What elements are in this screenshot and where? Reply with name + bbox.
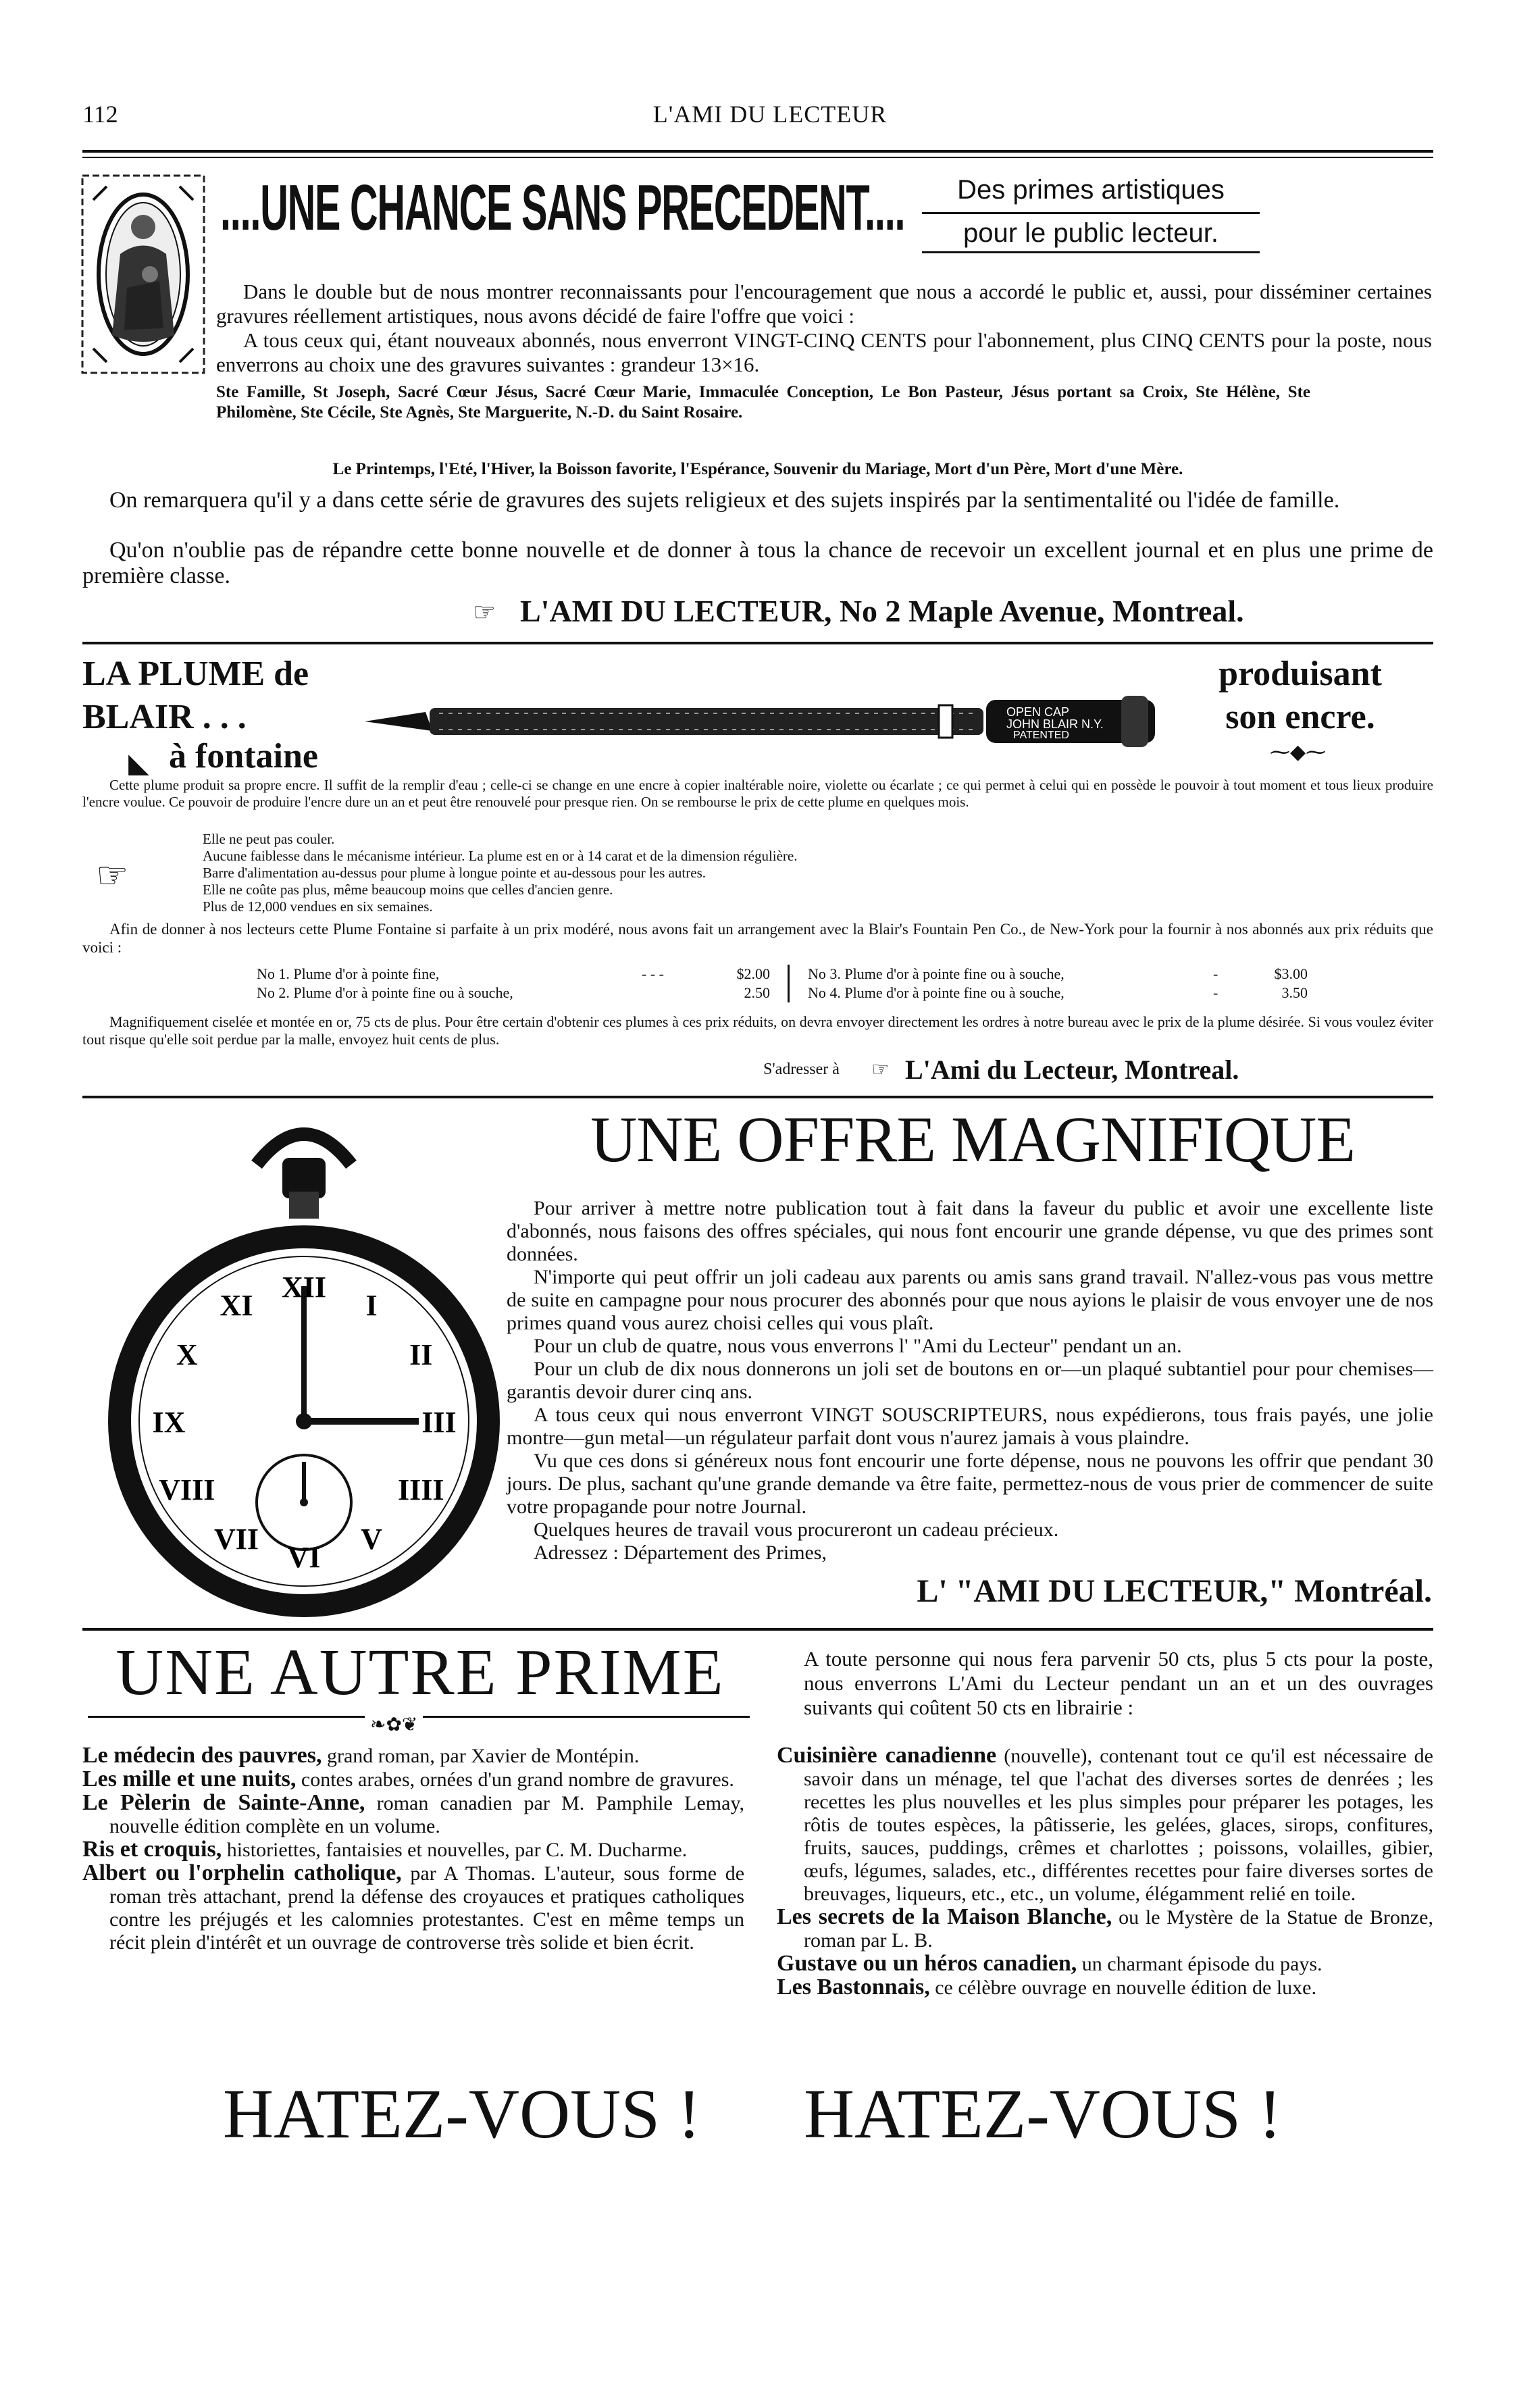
- watch-numeral: V: [361, 1523, 382, 1556]
- pen-barrel-text2: JOHN BLAIR N.Y.: [1006, 717, 1104, 731]
- item-desc: roman canadien par M. Pamphile Lemay, nouvelle édition complète en un volume.: [109, 1792, 744, 1837]
- list-item: [82, 1768, 744, 1791]
- pen-title-line2: BLAIR . . .: [82, 698, 247, 736]
- item-desc: un charmant épisode du pays.: [1081, 1953, 1323, 1975]
- item-desc: (nouvelle), contenant tout ce qu'il est nécessaire de savoir dans un ménage, tel que l'achat des diverses sortes de denrées ; les recettes les plus nouvelles et les plus simples pour préparer les potages, les rôtis de toutes espèces, la pâtisserie, les gelées, glaces, sirops, confitures, fruits, sauces, puddings, crêmes et charlottes ; poissons, volailles, gibier, œufs, légumes, salades, etc., différentes recettes pour faire diverses sortes de breuvages, liqueurs, etc., etc., un volume, élégamment relié en toile.: [804, 1745, 1433, 1905]
- list-item: [777, 1952, 1433, 1976]
- price-row: [808, 984, 1308, 1002]
- primes-rule-2: [922, 251, 1260, 253]
- item-title: Ris et croquis,: [82, 1837, 222, 1862]
- item-title: Les Bastonnais,: [777, 1975, 930, 2000]
- primes-rule-1: [922, 212, 1260, 214]
- watch-numeral: XII: [281, 1271, 327, 1304]
- list-item: [777, 1976, 1433, 2000]
- madonna-medallion-image: [80, 173, 207, 376]
- autre-right-list: [777, 1744, 1433, 2000]
- autre-title: UNE AUTRE PRIME: [116, 1636, 725, 1709]
- pen-features-list: [203, 831, 1432, 915]
- offre-paragraph: Pour un club de quatre, nous vous enverrons l' "Ami du Lecteur" pendant un an.: [534, 1335, 1182, 1357]
- pen-feature: Elle ne peut pas couler.: [203, 831, 335, 847]
- pointing-hand-icon: ☞: [871, 1059, 890, 1081]
- item-title: Les secrets de la Maison Blanche,: [777, 1904, 1112, 1929]
- pen-description: Cette plume produit sa propre encre. Il suffit de la remplir d'eau ; celle-ci se change en une encre à copier inaltérable noire, violette ou écarlate ; ce qui permet à celui qui en possède le pouvoir à tout moment et tous lieux produire l'encre voulue. Ce pouvoir de produire l'encre dure un an et peut être renouvelé pour presque rien. On se rembourse le prix de cette plume en quelques mois.: [82, 777, 1433, 810]
- offre-paragraph: N'importe qui peut offrir un joli cadeau aux parents ou amis sans grand travail. N'allez-vous pas vous mettre de suite en campagne pour nous procurer des abonnés pour que nous ayions le plaisir de vous envoyer une de nos primes quand vous aurez choisi celles qui vous plaît.: [507, 1266, 1433, 1334]
- item-desc: contes arabes, ornées d'un grand nombre de gravures.: [301, 1768, 734, 1791]
- pen-barrel-text3: PATENTED: [1013, 730, 1069, 741]
- offre-paragraph: Pour un club de dix nous donnerons un joli set de boutons en or—un plaqué subtantiel pour pour chemises—garantis devoir durer cinq ans.: [507, 1358, 1433, 1403]
- section-rule-3: [82, 1628, 1433, 1631]
- price-value: $2.00: [736, 965, 770, 982]
- hatez-vous-left: HATEZ-VOUS !: [223, 2075, 701, 2153]
- list-item: [777, 1744, 1433, 1906]
- remark-paragraph: On remarquera qu'il y a dans cette série de gravures des sujets religieux et des sujets inspirés par la sentimentalité ou l'idée de famille.: [109, 488, 1340, 513]
- watch-numeral: II: [409, 1338, 433, 1371]
- autre-intro: A toute personne qui nous fera parvenir 50 cts, plus 5 cts pour la poste, nous enverrons L'Ami du Lecteur pendant un an et un des ouvrages suivants qui coûtent 50 cts en librairie :: [804, 1647, 1433, 1719]
- item-title: Le Pèlerin de Sainte-Anne,: [82, 1790, 365, 1815]
- offre-paragraph: Quelques heures de travail vous procureront un cadeau précieux.: [534, 1519, 1059, 1541]
- price-row: [257, 984, 770, 1002]
- price-row: [257, 965, 770, 984]
- watch-numeral: I: [365, 1288, 378, 1322]
- item-desc: historiettes, fantaisies et nouvelles, par C. M. Ducharme.: [226, 1839, 688, 1861]
- watch-numeral: III: [421, 1406, 457, 1439]
- chance-intro: Dans le double but de nous montrer reconnaissants pour l'encouragement que nous a accordé le public et, aussi, pour disséminer certaines gravures réellement artistiques, nous avons décidé de faire l'offre que voici :: [216, 280, 1432, 328]
- offre-paragraph: A tous ceux qui nous enverront VINGT SOUSCRIPTEURS, nous expédierons, tous frais payés, une jolie montre—gun metal—un régulateur parfait dont vous n'aurez jamais à vous plaindre.: [507, 1404, 1433, 1449]
- chance-address: L'AMI DU LECTEUR, No 2 Maple Avenue, Montreal.: [520, 594, 1244, 628]
- primes-line1: Des primes artistiques: [957, 175, 1225, 205]
- price-dots: [642, 984, 709, 1002]
- section-rule-2: [82, 1096, 1433, 1098]
- pen-right-line1: produisant: [1218, 655, 1382, 693]
- price-label: No 3. Plume d'or à pointe fine ou à souche,: [808, 965, 1064, 982]
- list-item: [82, 1744, 744, 1768]
- price-list-left: [257, 965, 770, 1002]
- item-desc: ce célèbre ouvrage en nouvelle édition de luxe.: [935, 1977, 1316, 1999]
- section-rule-1: [82, 642, 1433, 644]
- arrow-icon: ◣: [128, 748, 149, 778]
- adresser-prefix: S'adresser à: [763, 1061, 840, 1078]
- item-title: Cuisinière canadienne: [777, 1743, 997, 1768]
- item-title: Le médecin des pauvres,: [82, 1743, 322, 1768]
- page-number: 112: [82, 101, 118, 128]
- pen-feature: Aucune faiblesse dans le mécanisme intérieur. La plume est en or à 14 carat et de la dimension régulière.: [203, 848, 798, 864]
- pen-barrel-text1: OPEN CAP: [1006, 705, 1070, 719]
- ornament-icon: ⁓◆⁓: [1270, 741, 1327, 763]
- pen-magnif: Magnifiquement ciselée et montée en or, 75 cts de plus. Pour être certain d'obtenir ces plumes à ces prix réduits, on devra envoyer directement les ordres à notre bureau avec le prix de la plume désirée. Si vous voulez éviter tout risque qu'elle soit perdue par la malle, envoyez huit cents de plus.: [82, 1013, 1433, 1048]
- watch-numeral: VII: [213, 1523, 259, 1556]
- price-dots: -: [1213, 984, 1218, 1001]
- offre-body: [507, 1197, 1433, 1564]
- price-dots: -: [1213, 965, 1218, 982]
- watch-numeral: VIII: [159, 1473, 215, 1506]
- price-value: $3.00: [1274, 965, 1308, 982]
- item-title: Les mille et une nuits,: [82, 1766, 297, 1791]
- offre-paragraph: Vu que ces dons si généreux nous font encourir une forte dépense, nous ne pouvons les offrir que pendant 30 jours. De plus, sachant qu'une grande demande va être faite, permettez-nous de vous prier de commencer de suite votre propagande pour notre Journal.: [507, 1450, 1433, 1518]
- item-desc: par A Thomas. L'auteur, sous forme de roman très attachant, prend la défense des croyauces et pratiques catholiques contre les préjugés et les calomnies protestantes. C'est en même temps un récit plein d'intérêt et un ouvrage de controverse très solide et bien écrit.: [109, 1862, 745, 1954]
- price-label: No 2. Plume d'or à pointe fine ou à souche,: [257, 984, 513, 1001]
- item-title: Gustave ou un héros canadien,: [777, 1951, 1077, 1976]
- chance-headline: ....UNE CHANCE SANS PRECEDENT....: [220, 172, 905, 244]
- offre-signature: L' "AMI DU LECTEUR," Montréal.: [917, 1573, 1432, 1609]
- pen-title-line3: à fontaine: [169, 737, 318, 775]
- price-label: No 1. Plume d'or à pointe fine,: [257, 965, 440, 982]
- list-item: [777, 1906, 1433, 1952]
- price-value: 3.50: [1281, 984, 1308, 1001]
- watch-numeral: XI: [220, 1288, 253, 1322]
- watch-numeral: IX: [152, 1406, 186, 1439]
- watch-numeral: X: [176, 1338, 198, 1371]
- header-rule-thin: [82, 157, 1433, 158]
- chance-offer: A tous ceux qui, étant nouveaux abonnés, nous enverront VINGT-CINQ CENTS pour l'abonnement, plus CINQ CENTS pour la poste, nous enverrons au choix une des gravures suivantes : grandeur 13×16.: [216, 328, 1432, 376]
- offre-paragraph: Adressez : Département des Primes,: [534, 1542, 827, 1564]
- pen-right-line2: son encre.: [1225, 698, 1375, 736]
- header-rule: [82, 150, 1433, 153]
- seasons-list: Le Printemps, l'Eté, l'Hiver, la Boisson favorite, l'Espérance, Souvenir du Mariage, Mort d'un Père, Mort d'une Mère.: [332, 460, 1183, 478]
- pen-arrangement: Afin de donner à nos lecteurs cette Plume Fontaine si parfaite à un prix modéré, nous avons fait un arrangement avec la Blair's Fountain Pen Co., de New-York pour la fournir à nos abonnés aux prix réduits que voici :: [82, 921, 1433, 956]
- price-list-right: [808, 965, 1308, 1002]
- list-item: [82, 1862, 744, 1954]
- pointing-hand-icon-large: ☞: [96, 855, 129, 896]
- primes-line2: pour le public lecteur.: [962, 218, 1218, 248]
- offre-title: UNE OFFRE MAGNIFIQUE: [590, 1103, 1356, 1175]
- item-title: Albert ou l'orphelin catholique,: [82, 1860, 402, 1885]
- pen-feature: Elle ne coûte pas plus, même beaucoup moins que celles d'ancien genre.: [203, 882, 613, 898]
- list-item: [82, 1838, 744, 1862]
- pen-feature: Barre d'alimentation au-dessus pour plume à longue pointe et au-dessous pour les autres.: [203, 865, 707, 881]
- saints-list: Ste Famille, St Joseph, Sacré Cœur Jésus, Sacré Cœur Marie, Immaculée Conception, Le Bon Pasteur, Jésus portant sa Croix, Ste Hélène, Ste Philomène, Ste Cécile, Ste Agnès, Ste Marguerite, N.-D. du Saint Rosaire.: [216, 383, 1310, 422]
- pointing-hand-icon: ☞: [473, 598, 496, 627]
- offre-paragraph: Pour arriver à mettre notre publication tout à fait dans la faveur du public et avoir une excellente liste d'abonnés, nous faisons des offres spéciales, qui nous font encourir une grande dépense, vu que des primes sont données.: [507, 1197, 1433, 1265]
- list-item: [82, 1791, 744, 1838]
- pen-title-line1: LA PLUME de: [82, 655, 309, 693]
- item-desc: grand roman, par Xavier de Montépin.: [326, 1745, 640, 1767]
- pocket-watch-image: [101, 1104, 507, 1637]
- price-dots: - - -: [642, 965, 664, 982]
- journal-title: L'AMI DU LECTEUR: [652, 101, 888, 128]
- forget-paragraph: Qu'on n'oublie pas de répandre cette bonne nouvelle et de donner à tous la chance de recevoir un excellent journal et en plus une prime de première classe.: [82, 538, 1433, 588]
- price-row: [808, 965, 1308, 984]
- watch-numeral: VI: [287, 1541, 321, 1574]
- fountain-pen-image: [365, 682, 1162, 757]
- watch-numeral: IIII: [397, 1473, 444, 1506]
- item-desc: ou le Mystère de la Statue de Bronze, roman par L. B.: [804, 1906, 1433, 1952]
- ornament-icon: ❧✿❦: [365, 1713, 423, 1736]
- price-value: 2.50: [744, 984, 770, 1001]
- pen-feature: Plus de 12,000 vendues en six semaines.: [203, 898, 433, 915]
- autre-left-list: [82, 1744, 744, 1954]
- price-label: No 4. Plume d'or à pointe fine ou à souche,: [808, 984, 1064, 1001]
- price-divider: [788, 965, 790, 1002]
- adresser-name: L'Ami du Lecteur, Montreal.: [905, 1054, 1239, 1085]
- hatez-vous-right: HATEZ-VOUS !: [804, 2075, 1282, 2153]
